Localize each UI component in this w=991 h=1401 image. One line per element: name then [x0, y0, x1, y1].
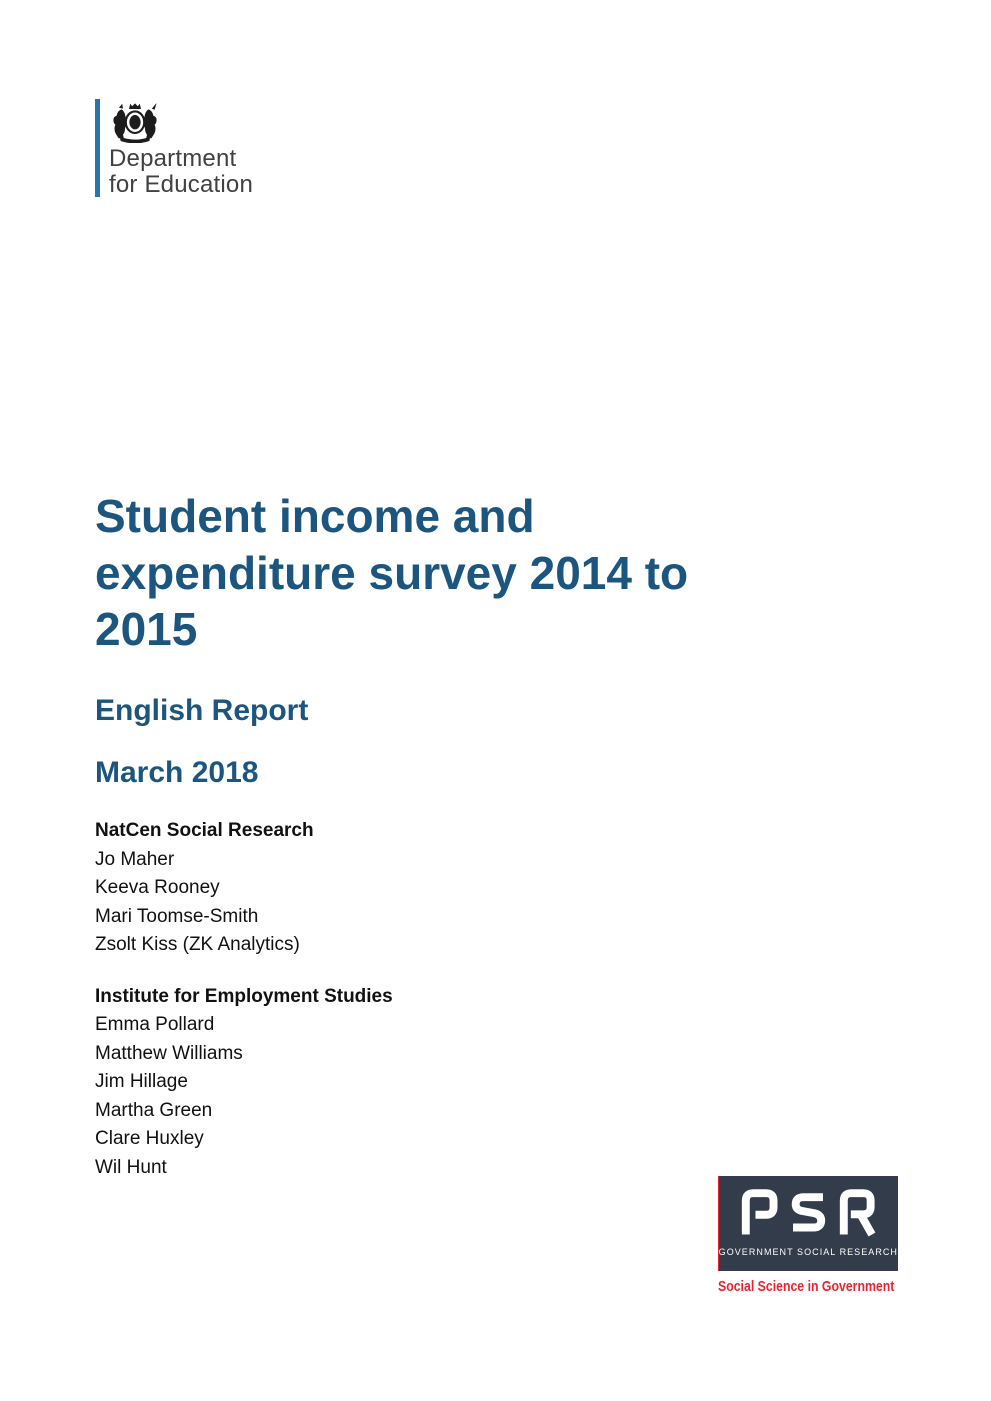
authors-section [95, 817, 393, 1182]
author-name: Zsolt Kiss (ZK Analytics) [95, 934, 300, 955]
report-subtitle: English Report [95, 694, 309, 727]
author-name: Mari Toomse-Smith [95, 905, 259, 927]
gsr-caption: GOVERNMENT SOCIAL RESEARCH [718, 1247, 898, 1257]
gsr-letter-s-icon [786, 1185, 830, 1241]
author-name: Martha Green [95, 1099, 213, 1121]
dfe-logo-blue-bar [95, 99, 100, 197]
author-name: Jim Hillage [95, 1071, 188, 1092]
royal-crest-icon [109, 103, 161, 143]
gsr-letter-r-icon [835, 1185, 879, 1241]
report-title [95, 488, 688, 658]
author-group [95, 817, 393, 960]
gsr-acronym-icon [737, 1185, 879, 1241]
report-date: March 2018 [95, 756, 259, 789]
dfe-wordmark-line2: for Education [109, 171, 254, 198]
gsr-logo [718, 1176, 898, 1295]
report-title-line: expenditure survey 2014 to [95, 546, 689, 599]
organisation-name: NatCen Social Research [95, 820, 314, 841]
dfe-wordmark-line1: Department [109, 145, 237, 172]
report-title-line: 2015 [95, 603, 198, 655]
gsr-logo-box [718, 1176, 898, 1271]
dfe-logo [95, 99, 253, 198]
author-name: Jo Maher [95, 848, 175, 870]
author-name: Clare Huxley [95, 1128, 204, 1149]
gsr-letter-g-icon [737, 1185, 781, 1241]
author-name: Emma Pollard [95, 1014, 215, 1035]
author-name: Matthew Williams [95, 1042, 243, 1064]
report-title-line: Student income and [95, 490, 535, 542]
author-group [95, 983, 393, 1183]
gsr-navy-panel [719, 1176, 898, 1271]
gsr-tagline: Social Science in Government [718, 1278, 895, 1295]
organisation-name: Institute for Employment Studies [95, 985, 393, 1007]
author-name: Keeva Rooney [95, 877, 220, 898]
author-name: Wil Hunt [95, 1156, 167, 1178]
